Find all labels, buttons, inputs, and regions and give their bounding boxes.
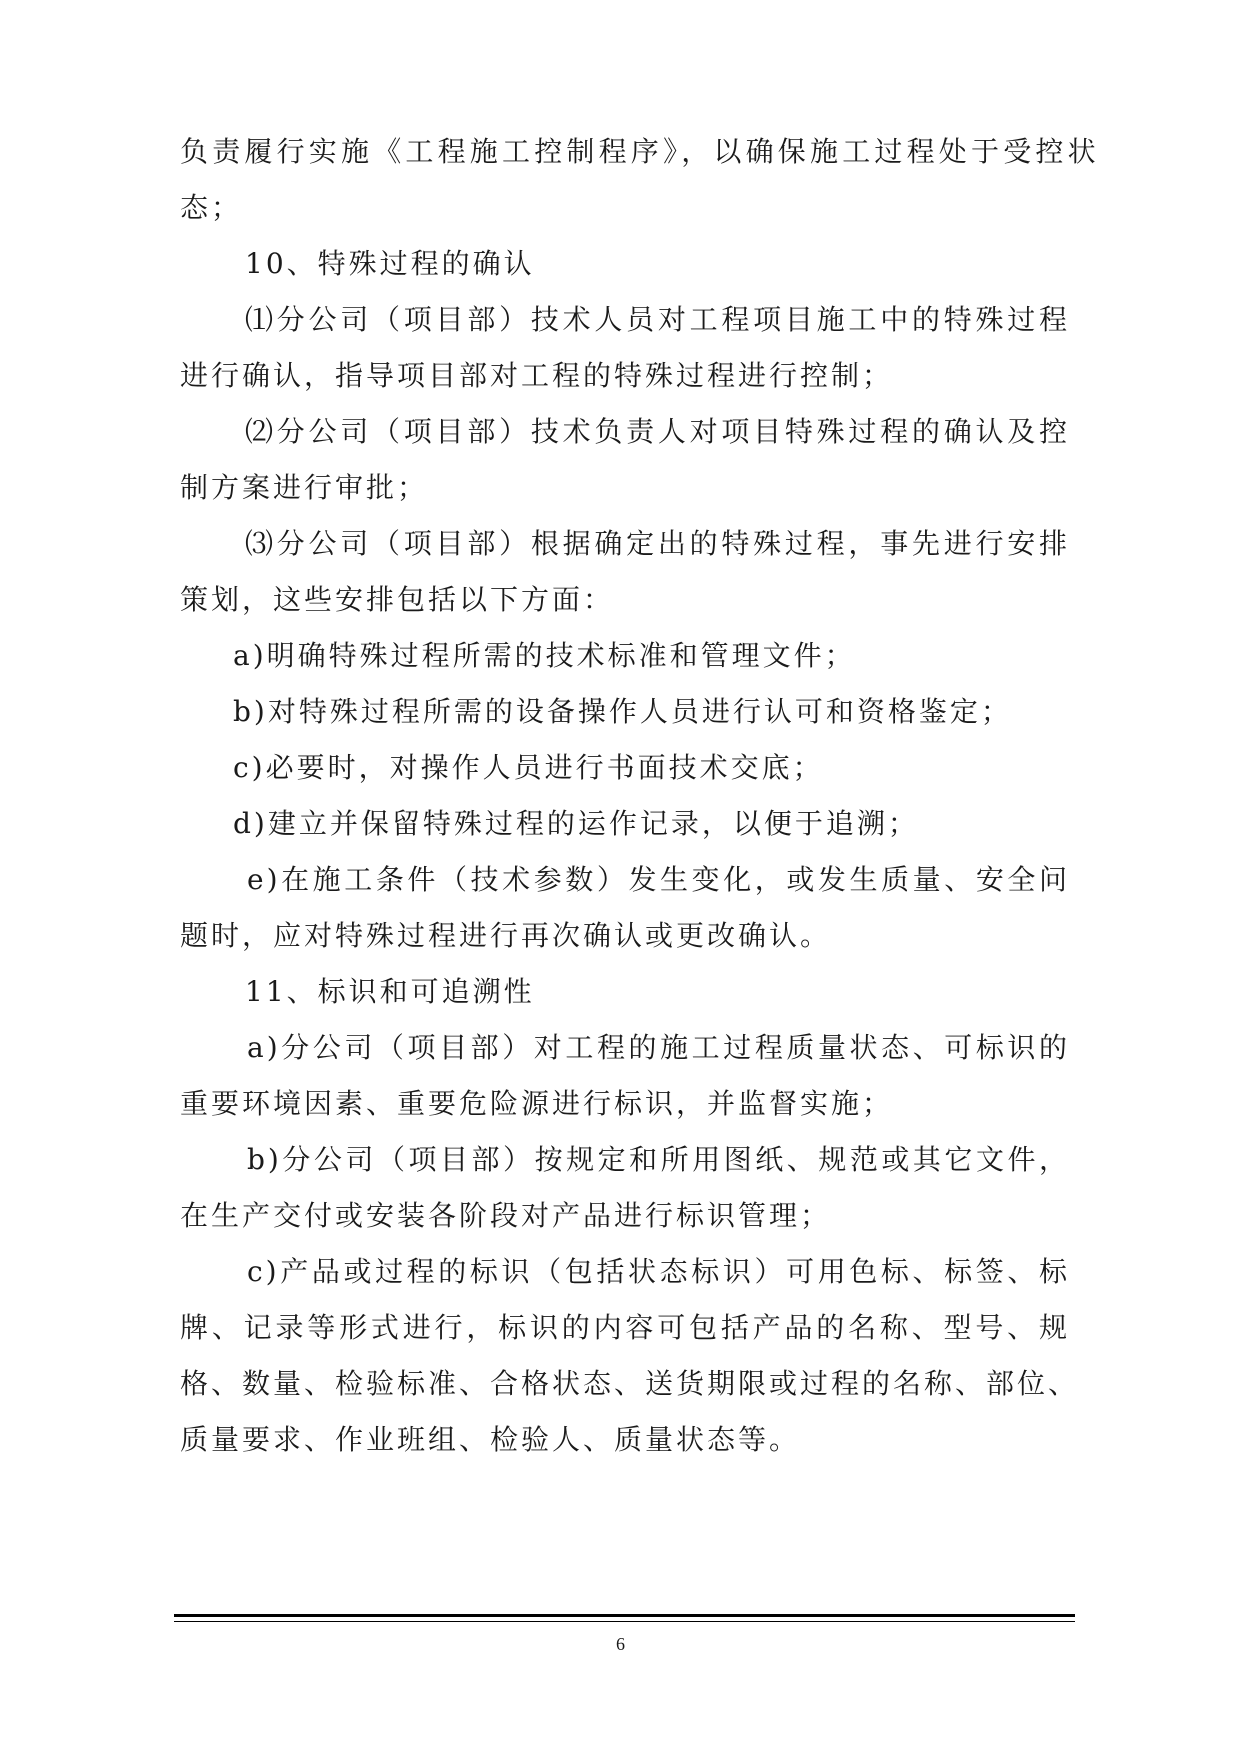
list-item: ⑶分公司（项目部）根据确定出的特殊过程，事先进行安排 (245, 527, 1070, 560)
body-text-line: 负责履行实施《工程施工控制程序》，以确保施工过程处于受控状 (180, 135, 1100, 168)
list-item: e)在施工条件（技术参数）发生变化，或发生质量、安全问 (247, 863, 1070, 896)
list-item: ⑵分公司（项目部）技术负责人对项目特殊过程的确认及控 (245, 415, 1070, 448)
list-item: b)分公司（项目部）按规定和所用图纸、规范或其它文件， (247, 1143, 1070, 1176)
list-item: ⑴分公司（项目部）技术人员对工程项目施工中的特殊过程 (245, 303, 1070, 336)
section-heading: 11、标识和可追溯性 (245, 975, 535, 1008)
footer-rule-thick (174, 1614, 1075, 1617)
footer-rule-thin (174, 1621, 1075, 1622)
body-text-line: 重要环境因素、重要危险源进行标识，并监督实施； (180, 1087, 894, 1120)
list-item: c)必要时，对操作人员进行书面技术交底； (233, 751, 824, 784)
list-item: a)明确特殊过程所需的技术标准和管理文件； (233, 639, 856, 672)
body-text-line: 进行确认，指导项目部对工程的特殊过程进行控制； (180, 359, 894, 392)
body-text-line: 质量要求、作业班组、检验人、质量状态等。 (180, 1423, 801, 1456)
body-text-line: 策划，这些安排包括以下方面： (180, 583, 615, 616)
list-item: b)对特殊过程所需的设备操作人员进行认可和资格鉴定； (233, 695, 1012, 728)
page-number: 6 (616, 1634, 625, 1654)
body-text-line: 格、数量、检验标准、合格状态、送货期限或过程的名称、部位、 (180, 1367, 1080, 1400)
body-text-line: 态； (180, 191, 243, 224)
list-item: c)产品或过程的标识（包括状态标识）可用色标、标签、标 (247, 1255, 1070, 1288)
body-text-line: 牌、记录等形式进行，标识的内容可包括产品的名称、型号、规 (180, 1311, 1070, 1344)
section-heading: 10、特殊过程的确认 (245, 247, 535, 280)
list-item: d)建立并保留特殊过程的运作记录，以便于追溯； (233, 807, 919, 840)
body-text-line: 题时，应对特殊过程进行再次确认或更改确认。 (180, 919, 832, 952)
body-text-line: 在生产交付或安装各阶段对产品进行标识管理； (180, 1199, 832, 1232)
body-text-line: 制方案进行审批； (180, 471, 429, 504)
list-item: a)分公司（项目部）对工程的施工过程质量状态、可标识的 (247, 1031, 1070, 1064)
